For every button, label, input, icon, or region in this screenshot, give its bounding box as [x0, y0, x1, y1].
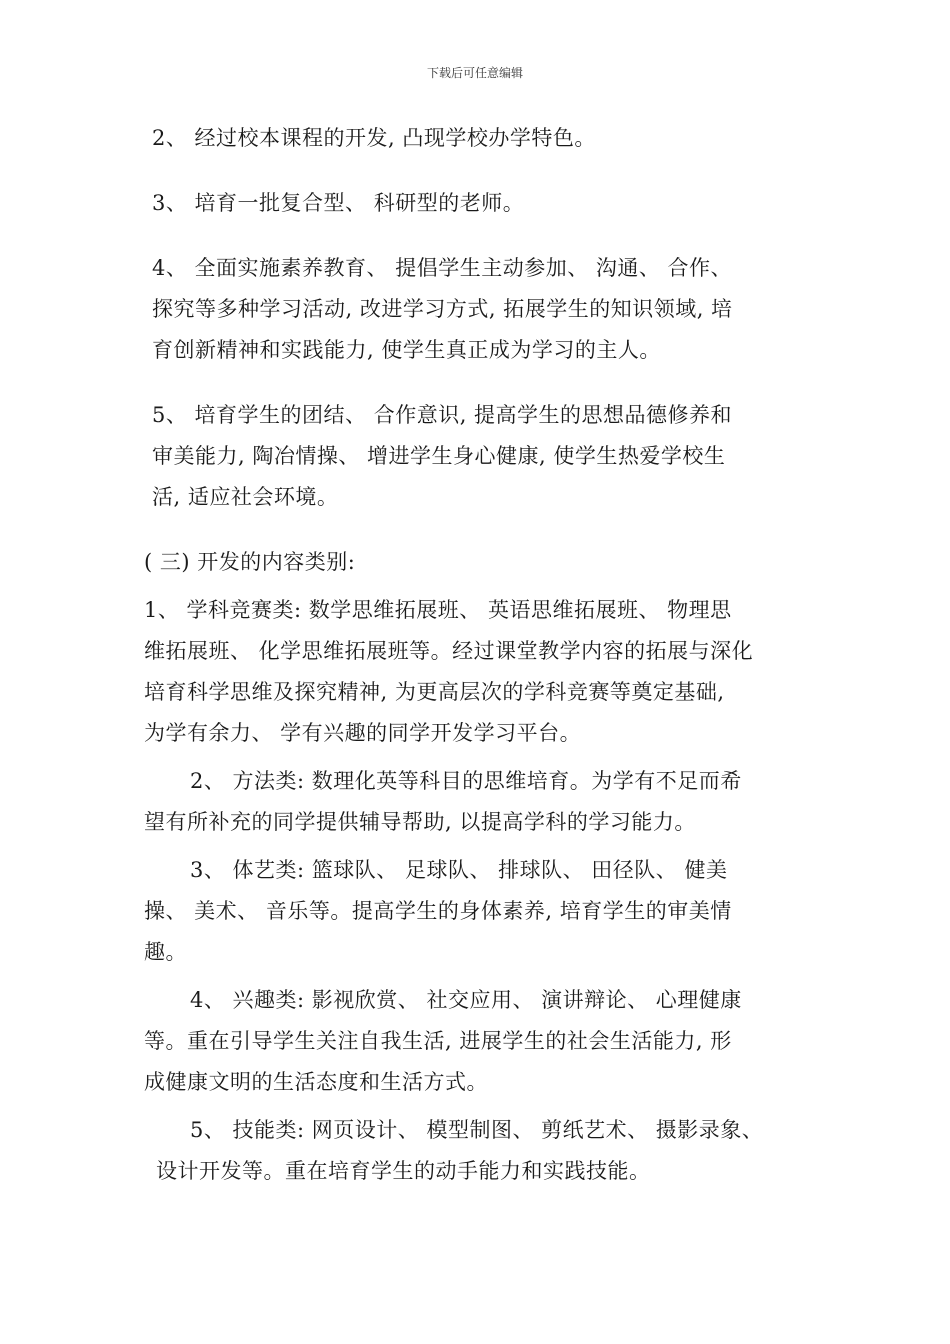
text-line: 活, 适应社会环境。	[152, 485, 339, 509]
text-line: 培育科学思维及探究精神, 为更高层次的学科竞赛等奠定基础,	[144, 680, 725, 704]
text-line: 2、 经过校本课程的开发, 凸现学校办学特色。	[152, 126, 596, 150]
section-heading: ( 三) 开发的内容类别:	[144, 550, 356, 574]
text-line: 3、 体艺类: 篮球队、 足球队、 排球队、 田径队、 健美	[190, 858, 728, 882]
page-header: 下载后可任意编辑	[426, 66, 523, 80]
text-line: 操、 美术、 音乐等。提高学生的身体素养, 培育学生的审美情	[144, 899, 732, 923]
text-line: 成健康文明的生活态度和生活方式。	[144, 1070, 488, 1094]
text-line: 望有所补充的同学提供辅导帮助, 以提高学科的学习能力。	[144, 810, 696, 834]
text-line: 等。重在引导学生关注自我生活, 进展学生的社会生活能力, 形	[144, 1029, 732, 1053]
text-line: 育创新精神和实践能力, 使学生真正成为学习的主人。	[152, 338, 661, 362]
text-line: 2、 方法类: 数理化英等科目的思维培育。为学有不足而希	[190, 769, 742, 793]
text-line: 3、 培育一批复合型、 科研型的老师。	[152, 191, 525, 215]
text-line: 为学有余力、 学有兴趣的同学开发学习平台。	[144, 721, 582, 745]
text-line: 趣。	[144, 940, 187, 964]
text-line: 探究等多种学习活动, 改进学习方式, 拓展学生的知识领域, 培	[152, 297, 733, 321]
text-line: 设计开发等。重在培育学生的动手能力和实践技能。	[156, 1159, 651, 1183]
text-line: 4、 兴趣类: 影视欣赏、 社交应用、 演讲辩论、 心理健康	[190, 988, 742, 1012]
text-line: 维拓展班、 化学思维拓展班等。经过课堂教学内容的拓展与深化	[144, 639, 754, 663]
text-line: 5、 培育学生的团结、 合作意识, 提高学生的思想品德修养和	[152, 403, 733, 427]
text-line: 1、 学科竞赛类: 数学思维拓展班、 英语思维拓展班、 物理思	[144, 598, 732, 622]
text-line: 审美能力, 陶冶情操、 增进学生身心健康, 使学生热爱学校生	[152, 444, 726, 468]
text-line: 5、 技能类: 网页设计、 模型制图、 剪纸艺术、 摄影录象、	[190, 1118, 764, 1142]
text-line: 4、 全面实施素养教育、 提倡学生主动参加、 沟通、 合作、	[152, 256, 733, 280]
